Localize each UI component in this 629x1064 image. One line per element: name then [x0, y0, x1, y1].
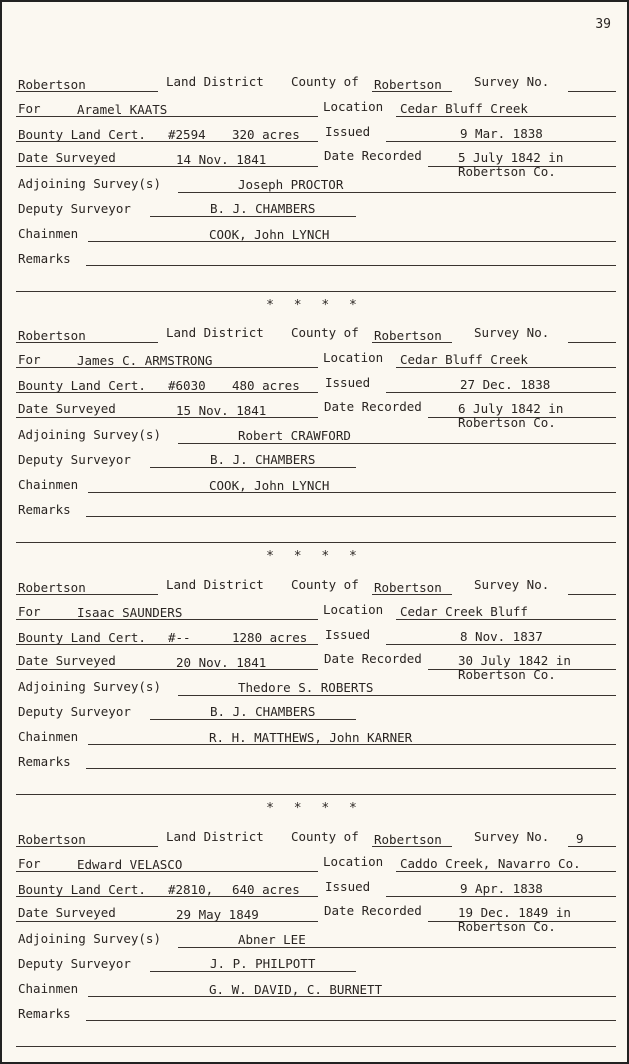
form-underline: [16, 166, 318, 167]
page-number: 39: [595, 17, 611, 32]
acres-value: 1280 acres: [232, 630, 308, 645]
county-of-label: County of: [291, 577, 359, 592]
adjoining-value: Abner LEE: [238, 932, 306, 947]
issued-value: 8 Nov. 1837: [460, 629, 543, 644]
deputy-label: Deputy Surveyor: [18, 201, 131, 216]
adjoining-label: Adjoining Survey(s): [18, 931, 161, 946]
deputy-label: Deputy Surveyor: [18, 704, 131, 719]
district-value: Robertson: [18, 328, 86, 343]
adjoining-value: Robert CRAWFORD: [238, 428, 351, 443]
land-district-label: Land District: [166, 325, 264, 340]
remarks-label: Remarks: [18, 1006, 71, 1021]
form-underline: [178, 695, 616, 696]
survey-no-label: Survey No.: [474, 829, 550, 844]
form-underline: [16, 1046, 616, 1047]
deputy-value: J. P. PHILPOTT: [210, 956, 316, 971]
issued-label: Issued: [325, 375, 371, 390]
form-underline: [386, 644, 616, 645]
land-district-label: Land District: [166, 577, 264, 592]
adjoining-label: Adjoining Survey(s): [18, 679, 161, 694]
recorded-place-value: Robertson Co.: [458, 667, 556, 682]
adjoining-label: Adjoining Survey(s): [18, 176, 161, 191]
county-value: Robertson: [374, 77, 442, 92]
for-label: For: [18, 604, 41, 619]
for-label: For: [18, 856, 41, 871]
form-underline: [150, 467, 356, 468]
survey-record: [2, 0, 627, 266]
form-underline: [86, 1020, 616, 1021]
bounty-label: Bounty Land Cert.: [18, 630, 146, 645]
recorded-place-value: Robertson Co.: [458, 919, 556, 934]
remarks-label: Remarks: [18, 251, 71, 266]
for-value: Isaac SAUNDERS: [77, 605, 183, 620]
location-label: Location: [323, 602, 384, 617]
issued-label: Issued: [325, 124, 371, 139]
date-surveyed-value: 15 Nov. 1841: [176, 403, 267, 418]
land-district-label: Land District: [166, 829, 264, 844]
land-district-label: Land District: [166, 74, 264, 89]
issued-value: 9 Apr. 1838: [460, 881, 543, 896]
adjoining-label: Adjoining Survey(s): [18, 427, 161, 442]
form-underline: [396, 871, 616, 872]
for-label: For: [18, 101, 41, 116]
district-value: Robertson: [18, 580, 86, 595]
chainmen-label: Chainmen: [18, 226, 79, 241]
location-value: Cedar Bluff Creek: [400, 352, 528, 367]
location-label: Location: [323, 854, 384, 869]
county-of-label: County of: [291, 325, 359, 340]
district-value: Robertson: [18, 77, 86, 92]
form-underline: [396, 116, 616, 117]
deputy-label: Deputy Surveyor: [18, 452, 131, 467]
deputy-value: B. J. CHAMBERS: [210, 704, 316, 719]
date-recorded-label: Date Recorded: [324, 903, 422, 918]
form-underline: [16, 669, 318, 670]
chainmen-label: Chainmen: [18, 729, 79, 744]
form-underline: [396, 367, 616, 368]
form-underline: [88, 241, 616, 242]
county-value: Robertson: [374, 832, 442, 847]
for-label: For: [18, 352, 41, 367]
adjoining-value: Joseph PROCTOR: [238, 177, 344, 192]
issued-value: 27 Dec. 1838: [460, 377, 551, 392]
record-separator: * * * *: [266, 298, 363, 313]
form-underline: [386, 141, 616, 142]
location-value: Caddo Creek, Navarro Co.: [400, 856, 581, 871]
date-recorded-label: Date Recorded: [324, 148, 422, 163]
form-underline: [16, 417, 318, 418]
location-value: Cedar Creek Bluff: [400, 604, 528, 619]
form-underline: [178, 192, 616, 193]
deputy-label: Deputy Surveyor: [18, 956, 131, 971]
district-value: Robertson: [18, 832, 86, 847]
location-value: Cedar Bluff Creek: [400, 101, 528, 116]
survey-no-label: Survey No.: [474, 74, 550, 89]
form-underline: [396, 619, 616, 620]
chainmen-label: Chainmen: [18, 477, 79, 492]
acres-value: 640 acres: [232, 882, 300, 897]
cert-value: #2594: [168, 127, 206, 142]
form-underline: [150, 216, 356, 217]
location-label: Location: [323, 350, 384, 365]
date-surveyed-label: Date Surveyed: [18, 150, 116, 165]
chainmen-value: R. H. MATTHEWS, John KARNER: [209, 730, 413, 745]
chainmen-value: G. W. DAVID, C. BURNETT: [209, 982, 383, 997]
record-separator: * * * *: [266, 549, 363, 564]
form-underline: [16, 921, 318, 922]
recorded-place-value: Robertson Co.: [458, 164, 556, 179]
location-label: Location: [323, 99, 384, 114]
bounty-label: Bounty Land Cert.: [18, 127, 146, 142]
recorded-place-value: Robertson Co.: [458, 415, 556, 430]
date-recorded-value: 5 July 1842 in: [458, 150, 564, 165]
issued-label: Issued: [325, 879, 371, 894]
issued-value: 9 Mar. 1838: [460, 126, 543, 141]
form-underline: [386, 392, 616, 393]
form-underline: [178, 947, 616, 948]
form-underline: [568, 846, 616, 847]
form-underline: [150, 719, 356, 720]
remarks-label: Remarks: [18, 754, 71, 769]
date-surveyed-value: 14 Nov. 1841: [176, 152, 267, 167]
bounty-label: Bounty Land Cert.: [18, 378, 146, 393]
acres-value: 480 acres: [232, 378, 300, 393]
form-underline: [150, 971, 356, 972]
survey-no-label: Survey No.: [474, 325, 550, 340]
county-value: Robertson: [374, 328, 442, 343]
survey-no-value: 9: [576, 831, 584, 846]
issued-label: Issued: [325, 627, 371, 642]
date-surveyed-value: 29 May 1849: [176, 907, 259, 922]
cert-value: #--: [168, 630, 191, 645]
chainmen-value: COOK, John LYNCH: [209, 478, 330, 493]
date-recorded-label: Date Recorded: [324, 399, 422, 414]
form-underline: [88, 492, 616, 493]
chainmen-label: Chainmen: [18, 981, 79, 996]
form-underline: [178, 443, 616, 444]
deputy-value: B. J. CHAMBERS: [210, 452, 316, 467]
adjoining-value: Thedore S. ROBERTS: [238, 680, 374, 695]
remarks-label: Remarks: [18, 502, 71, 517]
deputy-value: B. J. CHAMBERS: [210, 201, 316, 216]
record-separator: * * * *: [266, 801, 363, 816]
date-recorded-value: 6 July 1842 in: [458, 401, 564, 416]
survey-no-label: Survey No.: [474, 577, 550, 592]
date-recorded-value: 30 July 1842 in: [458, 653, 571, 668]
acres-value: 320 acres: [232, 127, 300, 142]
county-value: Robertson: [374, 580, 442, 595]
bounty-label: Bounty Land Cert.: [18, 882, 146, 897]
cert-value: #2810,: [168, 882, 214, 897]
date-surveyed-value: 20 Nov. 1841: [176, 655, 267, 670]
for-value: James C. ARMSTRONG: [77, 353, 213, 368]
form-underline: [568, 342, 616, 343]
form-underline: [386, 896, 616, 897]
county-of-label: County of: [291, 829, 359, 844]
date-surveyed-label: Date Surveyed: [18, 653, 116, 668]
for-value: Edward VELASCO: [77, 857, 183, 872]
county-of-label: County of: [291, 74, 359, 89]
form-underline: [568, 594, 616, 595]
for-value: Aramel KAATS: [77, 102, 168, 117]
date-recorded-value: 19 Dec. 1849 in: [458, 905, 571, 920]
survey-record: [2, 755, 627, 1021]
survey-record: [2, 503, 627, 769]
date-surveyed-label: Date Surveyed: [18, 905, 116, 920]
cert-value: #6030: [168, 378, 206, 393]
date-surveyed-label: Date Surveyed: [18, 401, 116, 416]
date-recorded-label: Date Recorded: [324, 651, 422, 666]
survey-record: [2, 251, 627, 517]
form-underline: [568, 91, 616, 92]
chainmen-value: COOK, John LYNCH: [209, 227, 330, 242]
